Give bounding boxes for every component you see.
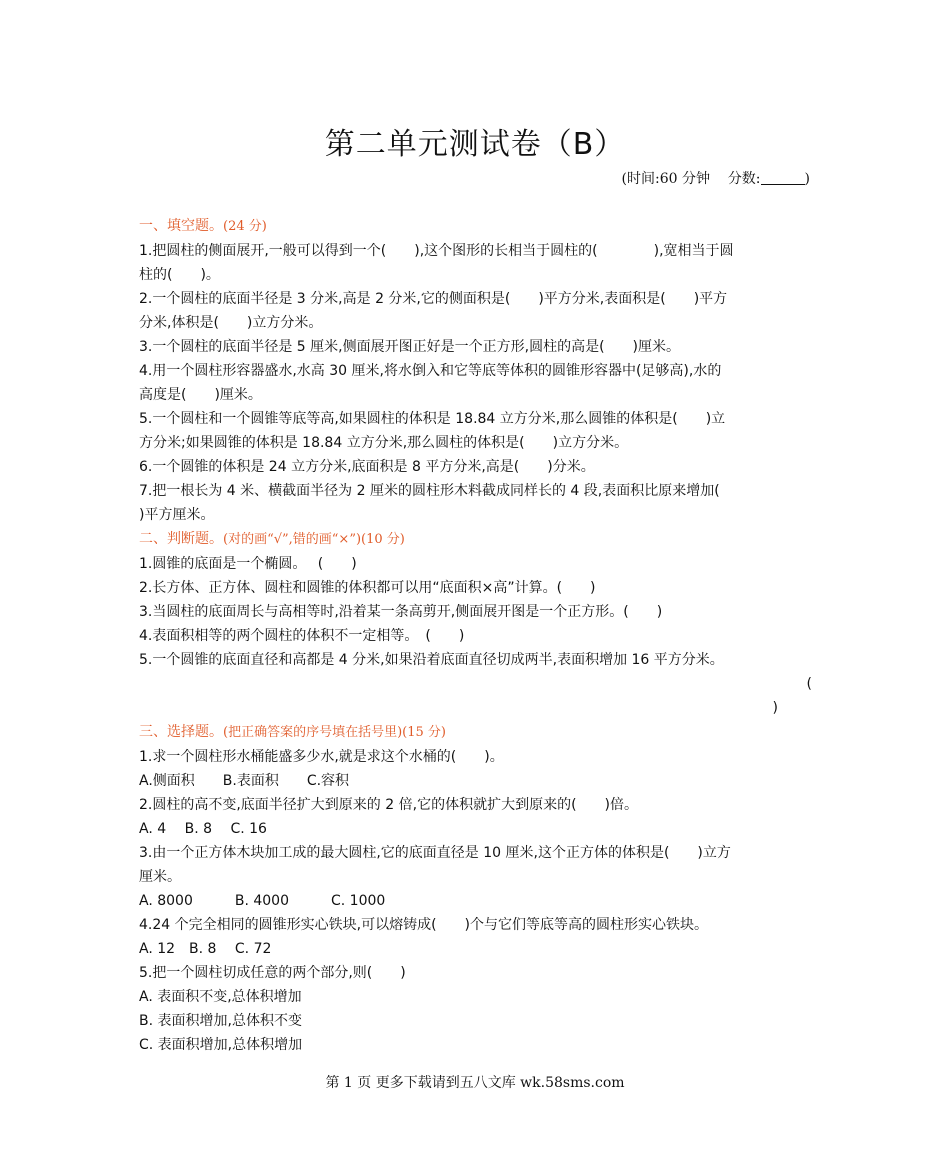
question-line: 高度是( )厘米。 (139, 387, 262, 403)
score-label: 分数: (727, 171, 761, 187)
question-line: 厘米。 (139, 869, 181, 885)
question-line: 2.长方体、正方体、圆柱和圆锥的体积都可以用“底面积×高”计算。( ) (139, 580, 596, 596)
meta-close: ) (804, 171, 810, 187)
choice-line: A. 8000 B. 4000 C. 1000 (139, 893, 386, 909)
choice-line: A. 12 B. 8 C. 72 (139, 941, 272, 957)
time-limit: (时间:60 分钟 (621, 171, 710, 187)
question-line: 6.一个圆锥的体积是 24 立方分米,底面积是 8 平方分米,高是( )分米。 (139, 459, 595, 475)
page-footer: 第 1 页 更多下载请到五八文库 wk.58sms.com (325, 1075, 625, 1091)
question-line: 柱的( )。 (139, 267, 220, 283)
exam-content (139, 214, 812, 1057)
question-line: 3.一个圆柱的底面半径是 5 厘米,侧面展开图正好是一个正方形,圆柱的高是( )厘米。 (139, 339, 680, 355)
question-line: 2.一个圆柱的底面半径是 3 分米,高是 2 分米,它的侧面积是( )平方分米,表面积是( )平方 (139, 291, 728, 307)
choice-line: A.侧面积 B.表面积 C.容积 (139, 773, 350, 789)
question-line: 分米,体积是( )立方分米。 (139, 315, 323, 331)
answer-paren-close: ) (772, 700, 778, 716)
question-line: 方分米;如果圆锥的体积是 18.84 立方分米,那么圆柱的体积是( )立方分米。 (139, 435, 629, 451)
section-heading-true-false: 二、判断题。(对的画“√”,错的画“×”)(10 分) (139, 531, 405, 547)
page-title: 第二单元测试卷（B） (324, 127, 626, 162)
question-line: 3.当圆柱的底面周长与高相等时,沿着某一条高剪开,侧面展开图是一个正方形。( ) (139, 604, 663, 620)
exam-meta (622, 168, 810, 190)
choice-line: A. 表面积不变,总体积增加 (139, 989, 302, 1005)
section-heading-fill-blank: 一、填空题。(24 分) (139, 218, 267, 234)
section-heading-multiple-choice: 三、选择题。(把正确答案的序号填在括号里)(15 分) (139, 724, 446, 740)
score-blank (761, 170, 805, 185)
question-line: 1.圆锥的底面是一个椭圆。 ( ) (139, 556, 357, 572)
question-line: 1.把圆柱的侧面展开,一般可以得到一个( ),这个图形的长相当于圆柱的( ),宽相当于圆 (139, 243, 734, 259)
question-line: 4.表面积相等的两个圆柱的体积不一定相等。 ( ) (139, 628, 465, 644)
question-line: 5.把一个圆柱切成任意的两个部分,则( ) (139, 965, 406, 981)
question-line: 4.用一个圆柱形容器盛水,水高 30 厘米,将水倒入和它等底等体积的圆锥形容器中(足够高),水的 (139, 363, 722, 379)
question-line: 4.24 个完全相同的圆锥形实心铁块,可以熔铸成( )个与它们等底等高的圆柱形实心铁块。 (139, 917, 708, 933)
question-line: )平方厘米。 (139, 507, 215, 523)
choice-line: B. 表面积增加,总体积不变 (139, 1013, 302, 1029)
choice-line: A. 4 B. 8 C. 16 (139, 821, 267, 837)
question-line: 1.求一个圆柱形水桶能盛多少水,就是求这个水桶的( )。 (139, 749, 504, 765)
question-line: 5.一个圆锥的底面直径和高都是 4 分米,如果沿着底面直径切成两半,表面积增加 16 平方分米。 (139, 652, 724, 668)
question-line: 5.一个圆柱和一个圆锥等底等高,如果圆柱的体积是 18.84 立方分米,那么圆锥的体积是( )立 (139, 411, 726, 427)
question-line: 7.把一根长为 4 米、横截面半径为 2 厘米的圆柱形木料截成同样长的 4 段,表面积比原来增加( (139, 483, 720, 499)
question-line: 2.圆柱的高不变,底面半径扩大到原来的 2 倍,它的体积就扩大到原来的( )倍。 (139, 797, 638, 813)
choice-line: C. 表面积增加,总体积增加 (139, 1037, 303, 1053)
answer-paren-open: ( (806, 676, 812, 692)
question-line: 3.由一个正方体木块加工成的最大圆柱,它的底面直径是 10 厘米,这个正方体的体积是( )立方 (139, 845, 731, 861)
